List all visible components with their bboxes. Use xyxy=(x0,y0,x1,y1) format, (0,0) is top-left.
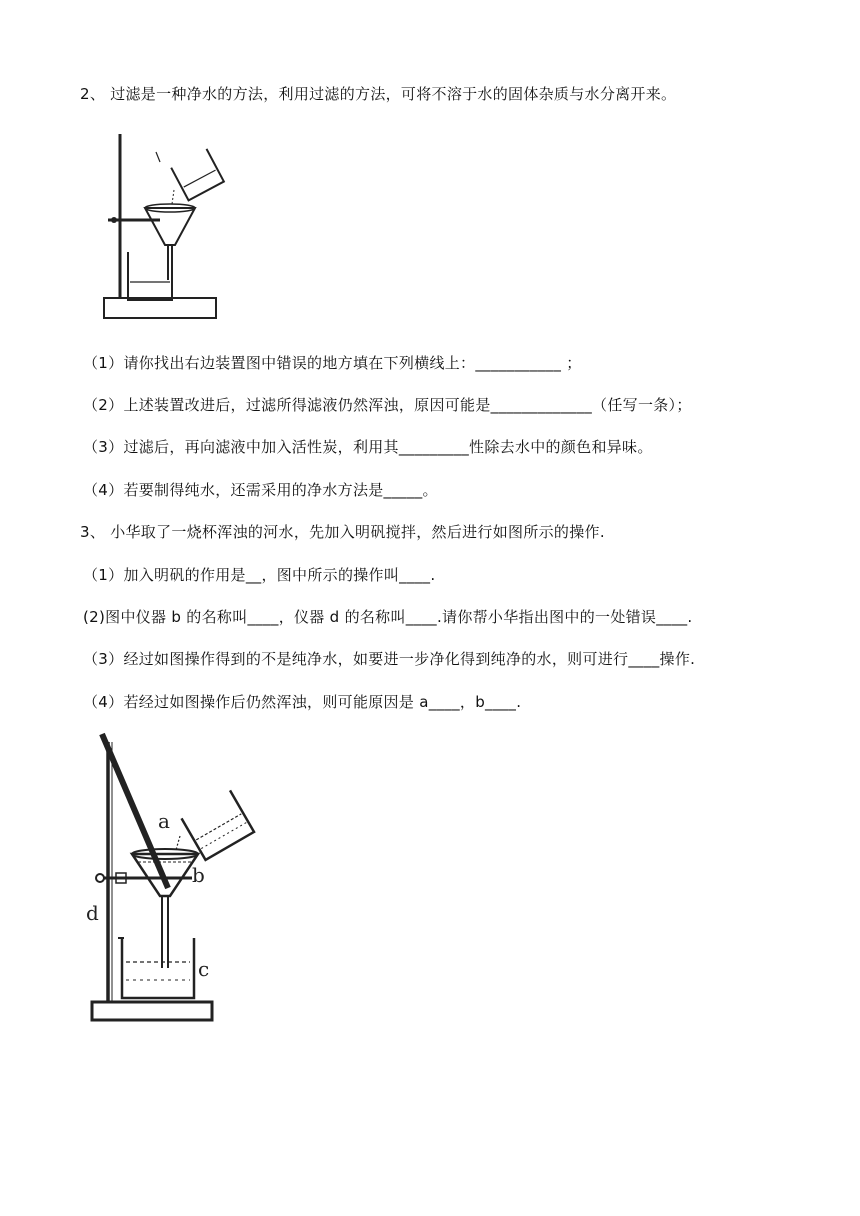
question-3-heading: 3、 小华取了一烧杯浑浊的河水，先加入明矾搅拌，然后进行如图所示的操作. xyxy=(80,523,605,541)
question-3-item-2: (2)图中仪器 b 的名称叫____，仪器 d 的名称叫____.请你帮小华指出图中的一处错误____. xyxy=(83,608,693,626)
filtration-apparatus-drawing xyxy=(100,130,230,325)
filtration-apparatus-figure-1 xyxy=(100,130,230,329)
label-d: d xyxy=(86,901,99,925)
question-3-item-3: （3）经过如图操作得到的不是纯净水，如要进一步净化得到纯净的水，则可进行____操作. xyxy=(83,650,696,668)
label-a: a xyxy=(158,809,170,833)
question-2-heading: 2、 过滤是一种净水的方法，利用过滤的方法，可将不溶于水的固体杂质与水分离开来。 xyxy=(80,85,677,103)
label-c: c xyxy=(198,957,210,981)
question-2-item-3: （3）过滤后，再向滤液中加入活性炭，利用其_________性除去水中的颜色和异味。 xyxy=(83,438,653,456)
question-3-item-4: （4）若经过如图操作后仍然浑浊，则可能原因是 a____，b____. xyxy=(83,693,522,711)
question-2-item-4: （4）若要制得纯水，还需采用的净水方法是_____。 xyxy=(83,481,438,499)
question-2-item-2: （2）上述装置改进后，过滤所得滤液仍然浑浊，原因可能是_____________（任写一条）； xyxy=(83,396,692,414)
filtration-apparatus-figure-2 xyxy=(80,730,260,1029)
filtration-apparatus-labeled-drawing xyxy=(80,730,260,1025)
label-b: b xyxy=(192,863,205,887)
question-3-item-1: （1）加入明矾的作用是__，图中所示的操作叫____. xyxy=(83,566,436,584)
question-2-item-1: （1）请你找出右边装置图中错误的地方填在下列横线上：___________ ； xyxy=(83,354,582,372)
